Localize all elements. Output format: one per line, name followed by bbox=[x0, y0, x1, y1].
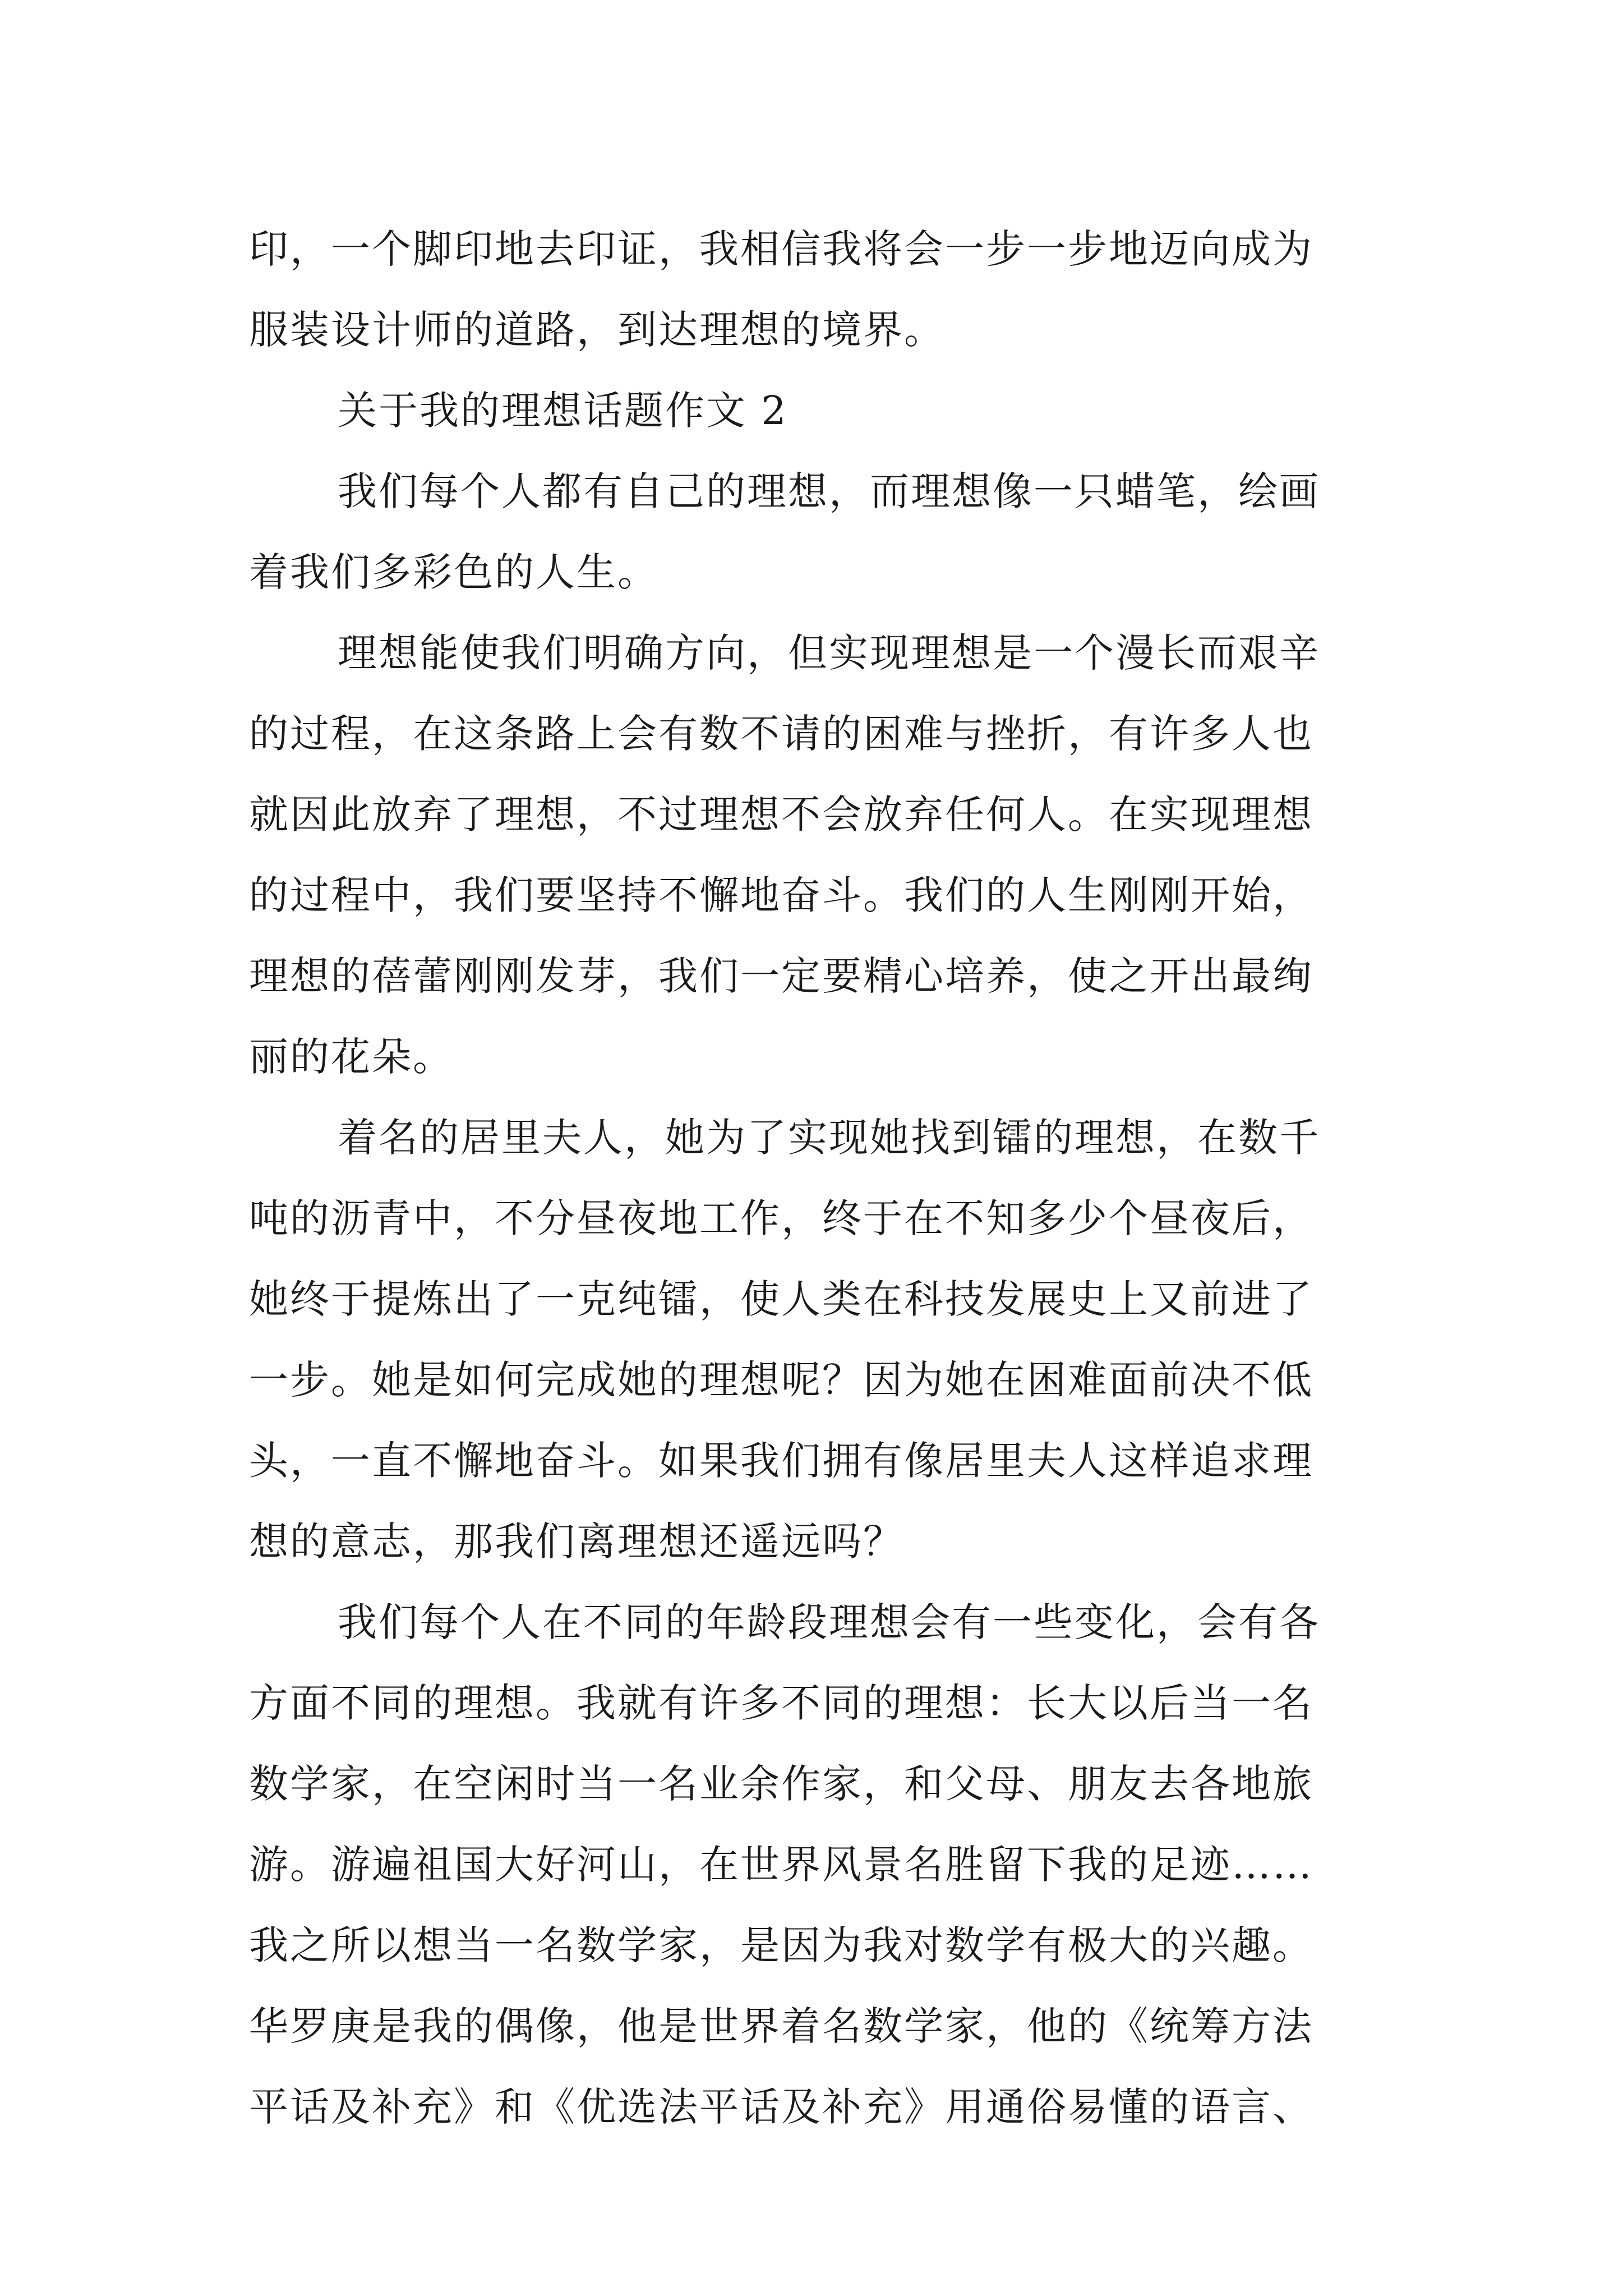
text-line: 丽的花朵。 bbox=[249, 1034, 454, 1080]
document-body bbox=[249, 209, 1390, 2147]
text-line: 就因此放弃了理想，不过理想不会放弃任何人。在实现理想 bbox=[249, 792, 1313, 838]
text-line: 服装设计师的道路，到达理想的境界。 bbox=[249, 307, 945, 353]
text-line: 一步。她是如何完成她的理想呢？因为她在困难面前决不低 bbox=[249, 1357, 1313, 1403]
text-line: 平话及补充》和《优选法平话及补充》用通俗易懂的语言、 bbox=[249, 2084, 1313, 2130]
text-line: 我们每个人在不同的年龄段理想会有一些变化，会有各 bbox=[338, 1599, 1320, 1645]
text-line: 游。游遍祖国大好河山，在世界风景名胜留下我的足迹…… bbox=[249, 1842, 1313, 1888]
text-line: 数学家，在空闲时当一名业余作家，和父母、朋友去各地旅 bbox=[249, 1761, 1313, 1807]
text-line: 的过程，在这条路上会有数不请的困难与挫折，有许多人也 bbox=[249, 711, 1313, 757]
text-line: 想的意志，那我们离理想还遥远吗？ bbox=[249, 1519, 904, 1565]
text-line: 头，一直不懈地奋斗。如果我们拥有像居里夫人这样追求理 bbox=[249, 1438, 1313, 1484]
text-line: 的过程中，我们要坚持不懈地奋斗。我们的人生刚刚开始， bbox=[249, 872, 1313, 918]
text-line: 着我们多彩色的人生。 bbox=[249, 549, 658, 595]
text-line: 我们每个人都有自己的理想，而理想像一只蜡笔，绘画 bbox=[338, 468, 1320, 514]
text-line: 我之所以想当一名数学家，是因为我对数学有极大的兴趣。 bbox=[249, 1922, 1313, 1968]
text-line: 印，一个脚印地去印证，我相信我将会一步一步地迈向成为 bbox=[249, 226, 1313, 272]
text-line: 她终于提炼出了一克纯镭，使人类在科技发展史上又前进了 bbox=[249, 1276, 1313, 1322]
text-line: 华罗庚是我的偶像，他是世界着名数学家，他的《统筹方法 bbox=[249, 2003, 1313, 2049]
text-line: 理想能使我们明确方向，但实现理想是一个漫长而艰辛 bbox=[338, 630, 1320, 676]
text-line: 理想的蓓蕾刚刚发芽，我们一定要精心培养，使之开出最绚 bbox=[249, 953, 1313, 999]
section-heading: 关于我的理想话题作文 2 bbox=[338, 388, 788, 434]
text-line: 吨的沥青中，不分昼夜地工作，终于在不知多少个昼夜后， bbox=[249, 1195, 1313, 1241]
text-line: 方面不同的理想。我就有许多不同的理想：长大以后当一名 bbox=[249, 1680, 1313, 1726]
text-line: 着名的居里夫人，她为了实现她找到镭的理想，在数千 bbox=[338, 1115, 1320, 1161]
